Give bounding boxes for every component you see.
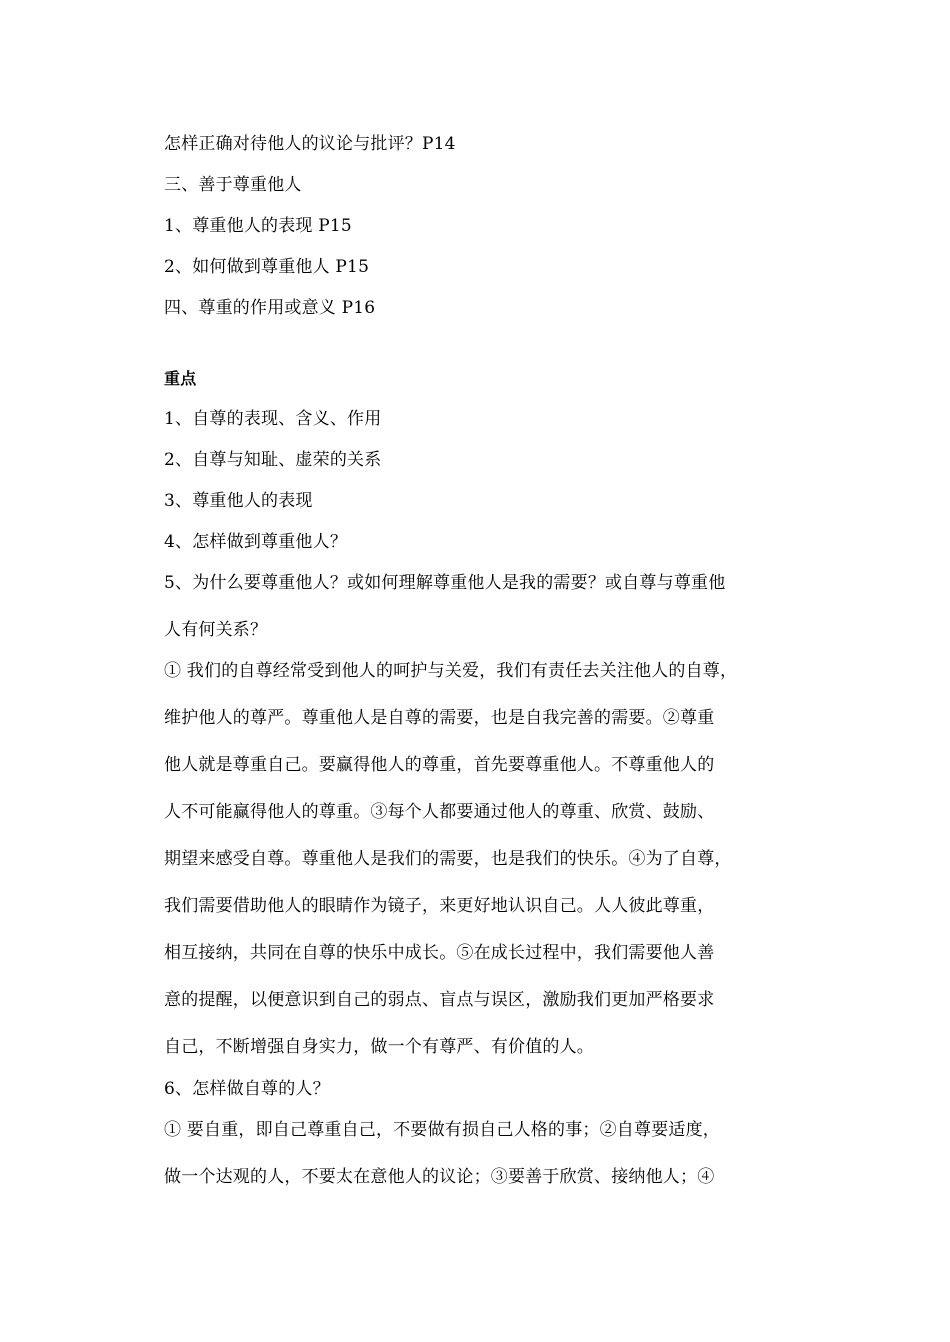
answer-5-line-2: 维护他人的尊严。尊重他人是自尊的需要，也是自我完善的需要。②尊重: [164, 708, 715, 728]
outline-line-5: 四、尊重的作用或意义 P16: [164, 298, 376, 318]
answer-5-line-5: 期望来感受自尊。尊重他人是我们的需要，也是我们的快乐。④为了自尊，: [164, 849, 732, 869]
answer-5-line-9: 自己，不断增强自身实力，做一个有尊严、有价值的人。: [164, 1037, 594, 1057]
question-5-line-1: 5、为什么要尊重他人？或如何理解尊重他人是我的需要？或自尊与尊重他: [164, 573, 726, 593]
outline-line-1: 怎样正确对待他人的议论与批评？P14: [164, 134, 456, 154]
answer-5-line-7: 相互接纳，共同在自尊的快乐中成长。⑤在成长过程中，我们需要他人善: [164, 943, 715, 963]
answer-5-line-1: ① 我们的自尊经常受到他人的呵护与关爱，我们有责任去关注他人的自尊，: [164, 661, 738, 681]
question-5-line-2: 人有何关系？: [164, 620, 268, 640]
key-point-item-1: 1、自尊的表现、含义、作用: [164, 409, 382, 429]
answer-5-line-8: 意的提醒，以便意识到自己的弱点、盲点与误区，激励我们更加严格要求: [164, 990, 715, 1010]
key-point-item-4: 4、怎样做到尊重他人？: [164, 532, 348, 552]
answer-6-line-1: ① 要自重，即自己尊重自己，不要做有损自己人格的事；②自尊要适度，: [164, 1120, 721, 1140]
question-6: 6、怎样做自尊的人？: [164, 1079, 330, 1099]
key-point-item-3: 3、尊重他人的表现: [164, 491, 313, 511]
outline-line-3: 1、尊重他人的表现 P15: [164, 216, 352, 236]
outline-line-4: 2、如何做到尊重他人 P15: [164, 257, 370, 277]
key-points-heading: 重点: [164, 369, 197, 388]
answer-6-line-2: 做一个达观的人，不要太在意他人的议论；③要善于欣赏、接纳他人；④: [164, 1167, 715, 1187]
answer-5-line-6: 我们需要借助他人的眼睛作为镜子，来更好地认识自己。人人彼此尊重，: [164, 896, 715, 916]
answer-5-line-3: 他人就是尊重自己。要赢得他人的尊重，首先要尊重他人。不尊重他人的: [164, 755, 715, 775]
outline-line-2: 三、善于尊重他人: [164, 175, 302, 195]
answer-5-line-4: 人不可能赢得他人的尊重。③每个人都要通过他人的尊重、欣赏、鼓励、: [164, 802, 715, 822]
key-point-item-2: 2、自尊与知耻、虚荣的关系: [164, 450, 382, 470]
